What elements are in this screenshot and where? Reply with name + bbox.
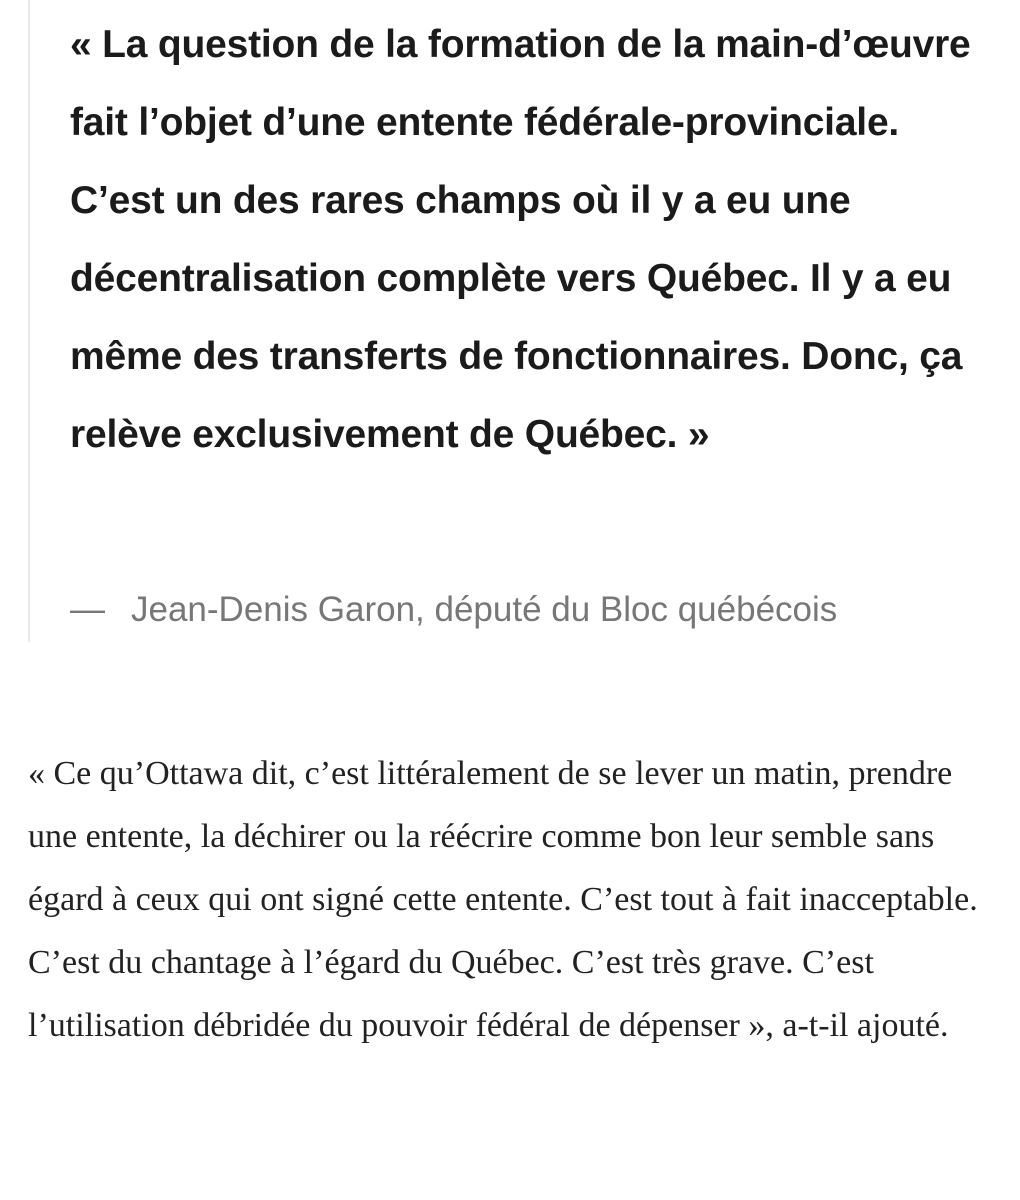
quote-attribution: [70, 590, 837, 630]
pull-quote-text: « La question de la formation de la main-d’œuvre fait l’objet d’une entente fédérale-provinciale. C’est un des rares champs où il y a eu une décentralisation complète vers Québec. Il y a eu même des transferts de fonctionnaires. Donc, ça relève exclusivement de Québec. »: [70, 23, 971, 456]
attribution-name: Jean-Denis Garon, député du Bloc québécois: [131, 590, 838, 629]
article-paragraph: « Ce qu’Ottawa dit, c’est littéralement de se lever un matin, prendre une entente, la déchirer ou la réécrire comme bon leur semble sans égard à ceux qui ont signé cette entente. C’est tout à fait inacceptable. C’est du chantage à l’égard du Québec. C’est très grave. C’est l’utilisation débridée du pouvoir fédéral de dépenser », a-t-il ajouté.: [28, 755, 978, 1044]
attribution-dash: —: [70, 590, 105, 629]
pull-quote: [28, 0, 998, 642]
